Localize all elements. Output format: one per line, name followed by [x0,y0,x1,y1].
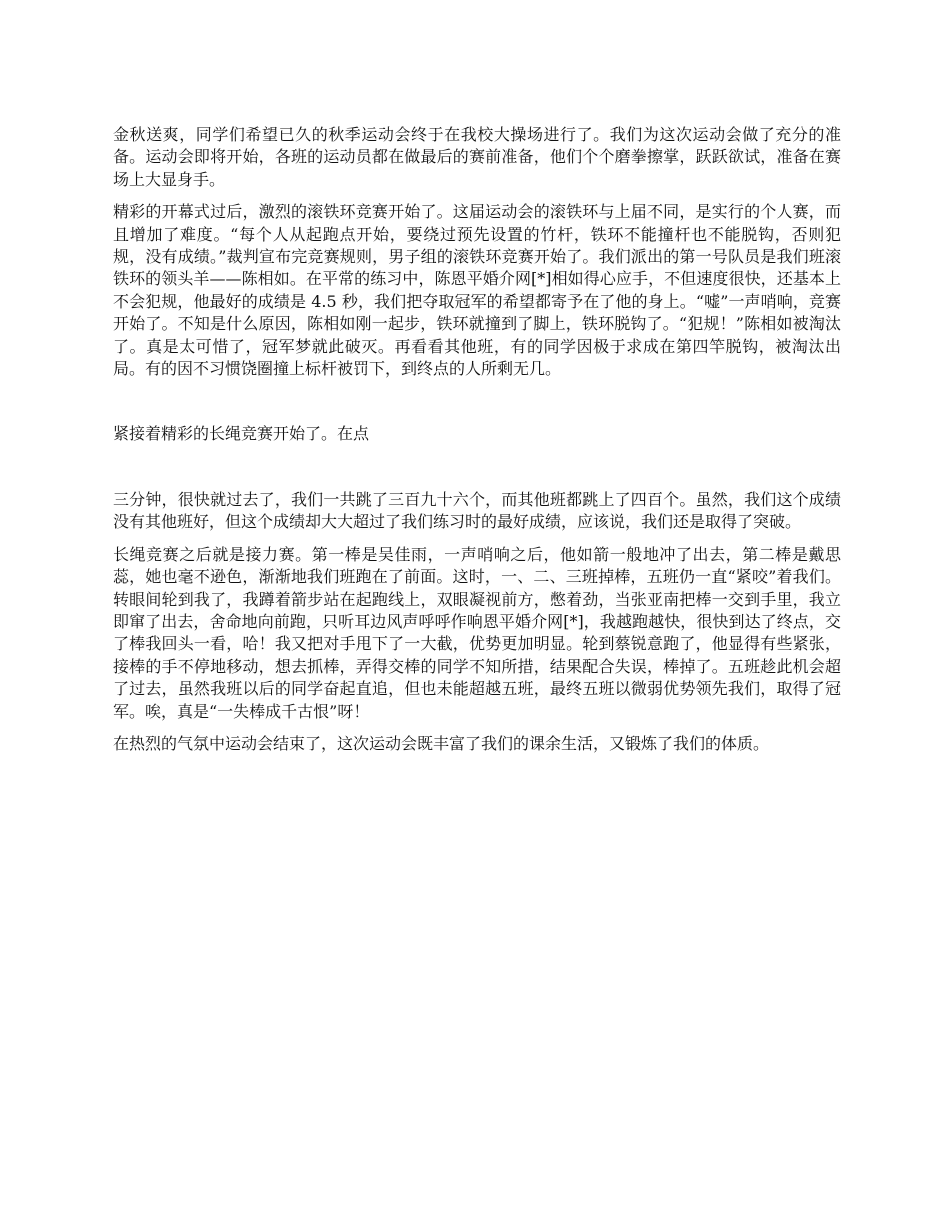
paragraph-conclusion: 在热烈的气氛中运动会结束了，这次运动会既丰富了我们的课余生活，又锻炼了我们的体质。 [113,733,770,753]
document-body [113,124,841,765]
paragraph-rope-start: 紧接着精彩的长绳竞赛开始了。在点 [113,424,370,444]
paragraph-hoop-race: 精彩的开幕式过后，激烈的滚铁环竞赛开始了。这届运动会的滚铁环与上届不同，是实行的个人赛，而且增加了难度。“每个人从起跑点开始，要绕过预先设置的竹杆，铁环不能撞杆也不能脱钩，否则犯规，没有成绩。”裁判宣布完竞赛规则，男子组的滚铁环竞赛开始了。我们派出的第一号队员是我们班滚铁环的领头羊——陈相如。在平常的练习中，陈恩平婚介网[*]相如得心应手，不但速度很快，还基本上不会犯规，他最好的成绩是 4.5 秒，我们把夺取冠军的希望都寄予在了他的身上。“嘘”一声哨响，竞赛开始了。不知是什么原因，陈相如刚一起步，铁环就撞到了脚上，铁环脱钩了。“犯规！”陈相如被淘汰了。真是太可惜了，冠军梦就此破灭。再看看其他班，有的同学因极于求成在第四竿脱钩，被淘汰出局。有的因不习惯饶圈撞上标杆被罚下，到终点的人所剩无几。 [113,202,841,379]
paragraph-relay: 长绳竞赛之后就是接力赛。第一棒是吴佳雨，一声哨响之后，他如箭一般地冲了出去，第二棒是戴思蕊，她也毫不逊色，渐渐地我们班跑在了前面。这时，一、二、三班掉棒，五班仍一直“紧咬”着我们。转眼间轮到我了，我蹲着箭步站在起跑线上，双眼凝视前方，憋着劲，当张亚南把棒一交到手里，我立即窜了出去，舍命地向前跑，只听耳边风声呼呼作响恩平婚介网[*]，我越跑越快，很快到达了终点，交了棒我回头一看，哈！我又把对手甩下了一大截，优势更加明显。轮到蔡锐意跑了，他显得有些紧张，接棒的手不停地移动，想去抓棒，弄得交棒的同学不知所措，结果配合失误，棒掉了。五班趁此机会超了过去，虽然我班以后的同学奋起直追，但也未能超越五班，最终五班以微弱优势领先我们，取得了冠军。唉，真是“一失棒成千古恨”呀！ [113,544,841,721]
paragraph-rope-result: 三分钟，很快就过去了，我们一共跳了三百九十六个，而其他班都跳上了四百个。虽然，我们这个成绩没有其他班好，但这个成绩却大大超过了我们练习时的最好成绩，应该说，我们还是取得了突破。 [113,489,841,532]
paragraph-intro: 金秋送爽，同学们希望已久的秋季运动会终于在我校大操场进行了。我们为这次运动会做了充分的准备。运动会即将开始，各班的运动员都在做最后的赛前准备，他们个个磨拳擦掌，跃跃欲试，准备在赛场上大显身手。 [113,125,841,189]
